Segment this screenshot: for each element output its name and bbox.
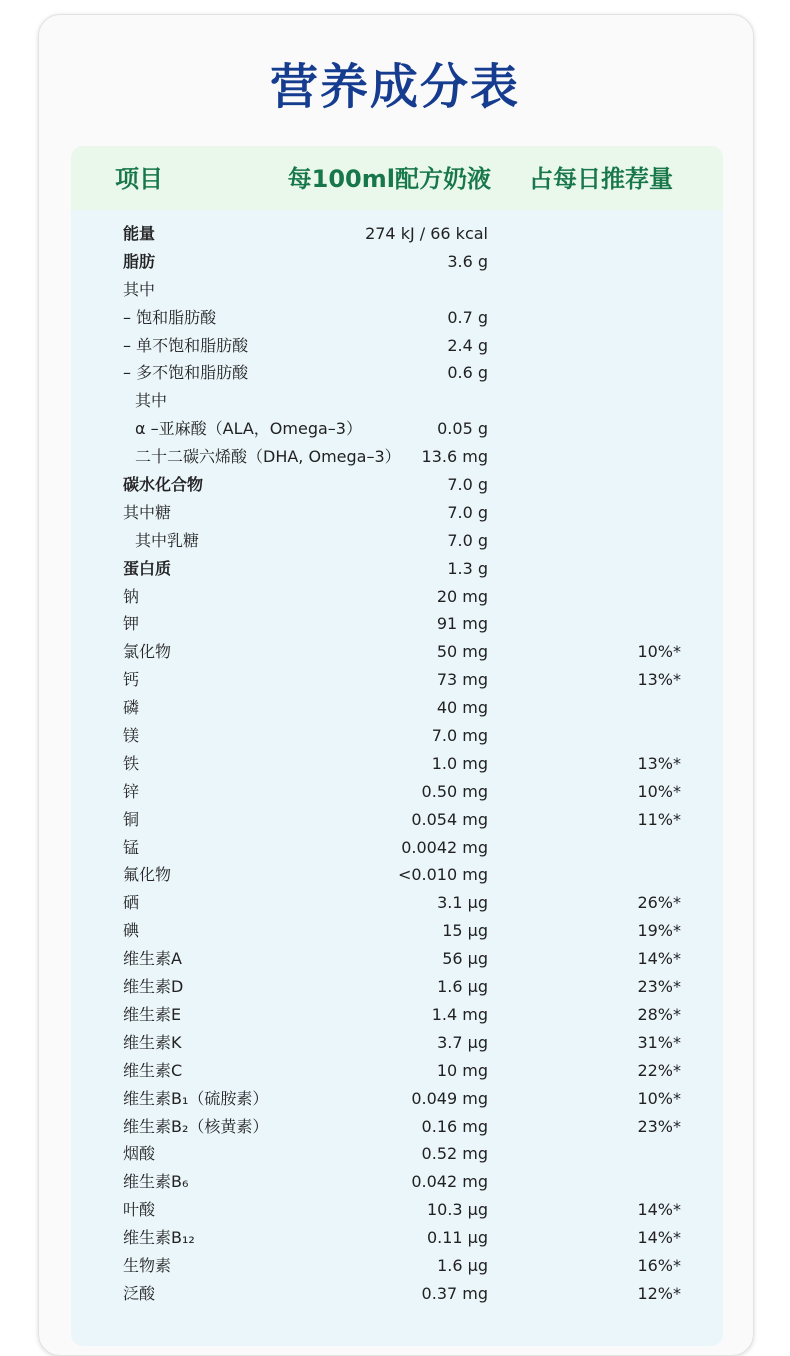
row-percent: 26%* (637, 893, 681, 913)
row-name: 生物素 (123, 1255, 172, 1275)
row-percent: 11%* (637, 809, 681, 829)
row-name: 其中 (135, 391, 168, 411)
row-value: 0.6 g (447, 363, 488, 383)
table-row (71, 610, 723, 638)
row-percent (571, 276, 681, 304)
table-row (71, 1029, 723, 1057)
row-percent: 12%* (637, 1283, 681, 1303)
header-item: 项目 (115, 165, 163, 193)
row-value: 2.4 g (447, 335, 488, 355)
nutrition-table (71, 146, 723, 1346)
row-value: 1.0 mg (431, 753, 488, 773)
row-value: 0.054 mg (411, 809, 488, 829)
row-percent (571, 304, 681, 332)
row-name: – 多不饱和脂肪酸 (123, 363, 249, 383)
row-percent (571, 1140, 681, 1168)
row-value: 0.05 g (437, 419, 488, 439)
row-percent (571, 499, 681, 527)
row-name: 维生素A (123, 949, 182, 969)
row-value: 3.6 g (447, 251, 488, 271)
row-percent (571, 610, 681, 638)
table-row (71, 1085, 723, 1113)
row-name: 其中乳糖 (135, 530, 200, 550)
row-percent: 13%* (637, 670, 681, 690)
row-value: 0.049 mg (411, 1088, 488, 1108)
row-name: 脂肪 (123, 251, 156, 271)
row-value: 1.4 mg (431, 1004, 488, 1024)
row-name: 维生素K (123, 1032, 182, 1052)
table-row (71, 443, 723, 471)
row-percent: 14%* (637, 949, 681, 969)
table-row (71, 1140, 723, 1168)
table-row (71, 332, 723, 360)
row-percent (571, 471, 681, 499)
row-percent: 14%* (637, 1200, 681, 1220)
row-value: 40 mg (436, 698, 488, 718)
row-value: 0.0042 mg (401, 837, 488, 857)
table-row (71, 304, 723, 332)
header-per-100ml: 每100ml配方奶液 (287, 165, 491, 193)
row-value: 1.6 μg (437, 977, 488, 997)
table-row (71, 722, 723, 750)
row-name: 泛酸 (123, 1283, 156, 1303)
table-body (71, 220, 723, 1308)
table-header (71, 146, 723, 210)
row-percent (571, 583, 681, 611)
row-value: 7.0 g (447, 475, 488, 495)
row-value: 0.50 mg (421, 781, 488, 801)
row-name: 维生素B₁（硫胺素） (123, 1088, 269, 1108)
table-row (71, 1001, 723, 1029)
row-name: 维生素D (123, 977, 184, 997)
row-value: 0.11 μg (426, 1228, 488, 1248)
row-name: 钠 (123, 586, 140, 606)
row-name: 维生素B₁₂ (123, 1228, 195, 1248)
row-value: 7.0 mg (431, 726, 488, 746)
table-row (71, 666, 723, 694)
row-name: 二十二碳六烯酸（DHA, Omega–3） (135, 447, 401, 467)
row-percent (571, 834, 681, 862)
row-value: 1.3 g (447, 558, 488, 578)
row-percent (571, 861, 681, 889)
table-row (71, 415, 723, 443)
row-value (311, 276, 488, 304)
row-percent (571, 527, 681, 555)
page-title: 营养成分表 (269, 59, 520, 115)
row-percent (571, 694, 681, 722)
row-percent (571, 359, 681, 387)
row-value: 3.1 μg (437, 893, 488, 913)
row-value: 20 mg (436, 586, 488, 606)
table-row (71, 359, 723, 387)
table-row (71, 778, 723, 806)
row-value: <0.010 mg (397, 865, 488, 885)
row-name: 锰 (123, 837, 140, 857)
row-percent (571, 1168, 681, 1196)
row-value: 15 μg (442, 921, 488, 941)
row-name: α –亚麻酸（ALA，Omega–3） (135, 419, 362, 439)
row-name: 叶酸 (123, 1200, 156, 1220)
table-row (71, 750, 723, 778)
table-row (71, 945, 723, 973)
table-row (71, 276, 723, 304)
row-value: 7.0 g (447, 530, 488, 550)
row-percent: 23%* (637, 1116, 681, 1136)
row-percent: 31%* (637, 1032, 681, 1052)
row-name: 磷 (123, 698, 140, 718)
table-row (71, 1057, 723, 1085)
table-row (71, 220, 723, 248)
row-value: 7.0 g (447, 502, 488, 522)
table-row (71, 917, 723, 945)
table-row (71, 973, 723, 1001)
table-row (71, 1252, 723, 1280)
row-value: 274 kJ / 66 kcal (365, 224, 488, 243)
row-percent (571, 443, 681, 471)
row-name: 其中 (123, 279, 156, 299)
table-row (71, 1224, 723, 1252)
row-name: 维生素B₂（核黄素） (123, 1116, 269, 1136)
table-row (71, 248, 723, 276)
row-value: 13.6 mg (421, 447, 488, 467)
row-name: 维生素E (123, 1004, 182, 1024)
row-value: 73 mg (436, 670, 488, 690)
row-percent: 10%* (637, 781, 681, 801)
row-percent (571, 248, 681, 276)
row-name: 维生素B₆ (123, 1172, 189, 1192)
row-name: 氟化物 (123, 865, 172, 885)
row-value: 0.16 mg (421, 1116, 488, 1136)
row-percent (571, 332, 681, 360)
row-percent: 22%* (637, 1060, 681, 1080)
row-value: 50 mg (436, 642, 488, 662)
row-value: 10 mg (436, 1060, 488, 1080)
table-row (71, 889, 723, 917)
row-name: 氯化物 (123, 642, 172, 662)
table-row (71, 387, 723, 415)
row-percent: 23%* (637, 977, 681, 997)
row-name: 碳水化合物 (123, 475, 204, 495)
row-name: – 饱和脂肪酸 (123, 307, 217, 327)
row-name: 碘 (123, 921, 140, 941)
row-percent: 13%* (637, 753, 681, 773)
row-name: 镁 (123, 726, 140, 746)
table-row (71, 861, 723, 889)
row-value: 0.52 mg (421, 1144, 488, 1164)
table-row (71, 583, 723, 611)
row-percent: 10%* (637, 1088, 681, 1108)
row-name: 维生素C (123, 1060, 183, 1080)
table-row (71, 1113, 723, 1141)
table-row (71, 834, 723, 862)
row-name: 烟酸 (123, 1144, 156, 1164)
row-name: 铁 (123, 753, 140, 773)
row-percent (571, 415, 681, 443)
table-row (71, 527, 723, 555)
row-name: 其中糖 (123, 502, 172, 522)
row-value: 0.37 mg (421, 1283, 488, 1303)
table-row (71, 555, 723, 583)
row-value: 0.042 mg (411, 1172, 488, 1192)
row-value: 0.7 g (447, 307, 488, 327)
row-value: 1.6 μg (437, 1255, 488, 1275)
row-percent: 14%* (637, 1228, 681, 1248)
row-percent: 10%* (637, 642, 681, 662)
row-percent (571, 220, 681, 248)
row-value: 3.7 μg (437, 1032, 488, 1052)
row-name: 硒 (123, 893, 140, 913)
row-name: 钙 (123, 670, 140, 690)
row-name: 钾 (123, 614, 140, 634)
row-percent (571, 722, 681, 750)
table-row (71, 471, 723, 499)
row-value: 91 mg (436, 614, 488, 634)
table-row (71, 806, 723, 834)
row-name: 铜 (123, 809, 140, 829)
row-value (311, 387, 488, 415)
table-row (71, 1168, 723, 1196)
row-name: – 单不饱和脂肪酸 (123, 335, 249, 355)
table-row (71, 1196, 723, 1224)
table-row (71, 1280, 723, 1308)
table-row (71, 694, 723, 722)
row-name: 能量 (123, 224, 156, 243)
row-percent: 19%* (637, 921, 681, 941)
row-value: 56 μg (442, 949, 488, 969)
row-name: 锌 (123, 781, 140, 801)
row-value: 10.3 μg (426, 1200, 488, 1220)
row-name: 蛋白质 (123, 558, 172, 578)
row-percent: 28%* (637, 1004, 681, 1024)
row-percent (571, 387, 681, 415)
row-percent (571, 555, 681, 583)
header-daily-percent: 占每日推荐量 (529, 165, 673, 193)
table-row (71, 499, 723, 527)
table-row (71, 638, 723, 666)
row-percent: 16%* (637, 1255, 681, 1275)
